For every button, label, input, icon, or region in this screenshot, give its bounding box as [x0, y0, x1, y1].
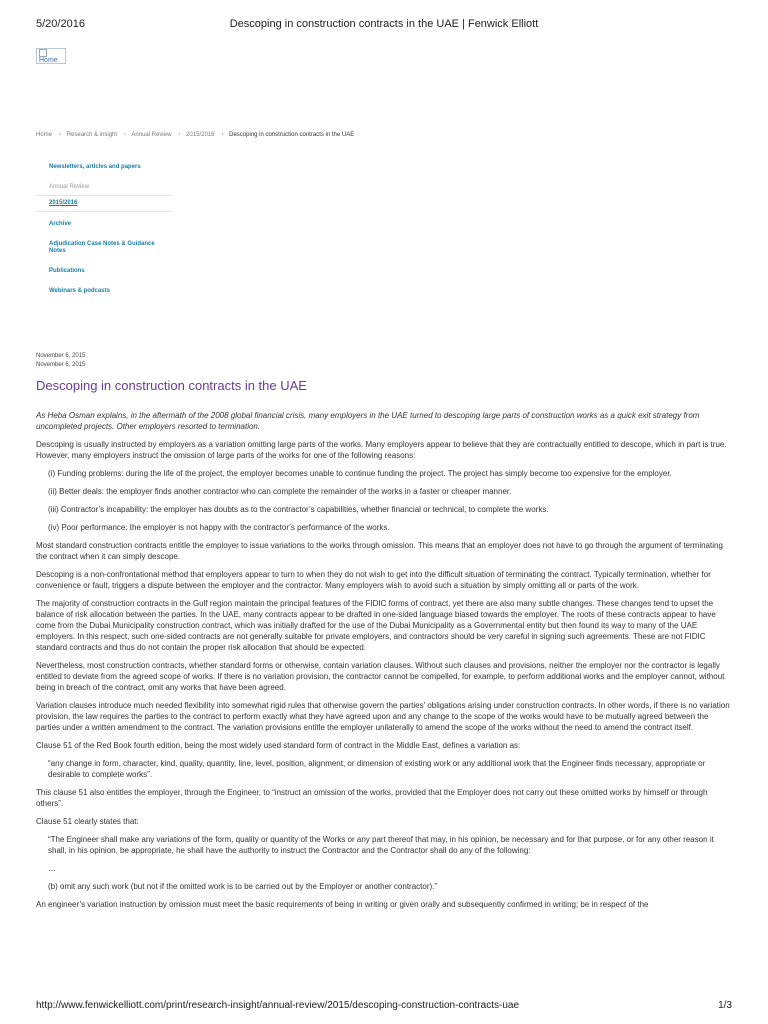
- print-url: http://www.fenwickelliott.com/print/research-insight/annual-review/2015/descoping-construction-contracts-uae: [36, 1000, 520, 1011]
- article-paragraph: Clause 51 clearly states that:: [36, 817, 139, 826]
- subnav-2015-2016[interactable]: 2015/2016: [49, 200, 78, 206]
- print-date: 5/20/2016: [36, 18, 85, 30]
- subnav-publications[interactable]: Publications: [49, 268, 85, 274]
- subnav-archive[interactable]: Archive: [49, 221, 72, 227]
- article-intro: As Heba Osman explains, in the aftermath of the 2008 global financial crisis, many employers in the UAE turned to descoping large parts of construction works as a quick exit strategy from uncompleted projects. Other employers resorted to termination.: [36, 411, 700, 431]
- subnav-webinars[interactable]: Webinars & podcasts: [49, 288, 110, 294]
- print-page-title: Descoping in construction contracts in the UAE | Fenwick Elliott: [229, 18, 539, 30]
- article-paragraph: Clause 51 of the Red Book fourth edition, being the most widely used standard form of contract in the Middle East, defines a variation as:: [36, 741, 521, 750]
- breadcrumb-year[interactable]: 2015/2016: [186, 132, 215, 138]
- article-paragraph: Nevertheless, most construction contracts, whether standard forms or otherwise, contain variation clauses. Without such clauses and provisions, neither the employer nor the contractor is legally entitled to deviate from the agreed scope of works. If there is no variation provision, the contractor cannot be compelled, for example, to perform additional works and the employer cannot, without being in breach of the contract, omit any works that have been agreed.: [36, 661, 725, 692]
- page-number: 1/3: [718, 1000, 732, 1011]
- article-paragraph: An engineer’s variation instruction by omission must meet the basic requirements of being in writing or given orally and subsequently confirmed in writing; be in respect of the: [36, 900, 649, 909]
- broken-image-icon: [39, 49, 47, 57]
- reason-list-item: (i) Funding problems: during the life of the project, the employer becomes unable to continue funding the project. The project has simply become too expensive for the employer.: [48, 469, 672, 478]
- publish-date: November 6, 2015: [36, 353, 86, 359]
- article-paragraph: The majority of construction contracts in the Gulf region maintain the principal features of the FIDIC forms of contract, yet there are also many subtle changes. These changes tend to upset the balance of risk allocation between the parties. In the UAE, many contracts appear to be drafted in one-sided language biased towards the employer. The roots of these contracts appear to have come from the Dubai Municipality construction contract, which was initially drafted for the use of the Dubai Municipality as a Governmental entity but then found its way to many of the UAE employers. In this respect, such one-sided contracts are not generally suitable for private employers, and contractors should be very careful in signing such agreements. These are not FIDIC standard contracts and thus do not contain the proper risk allocation that should be expected.: [36, 599, 716, 652]
- chevron-right-icon: ›: [221, 132, 224, 138]
- breadcrumb-home[interactable]: Home: [36, 132, 53, 138]
- block-quote: “any change in form, character, kind, quality, quantity, line, level, position, alignment, or dimension of existing work or any additional work that the Engineer finds necessary, appropriate or desirable to complete works”.: [48, 759, 706, 779]
- article-paragraph: Descoping is a non-confrontational method that employers appear to turn to when they do not wish to get into the difficult situation of terminating the contract. Typically termination, whether for convenience or fault, triggers a dispute between the employer and the contractor. Many employers wish to avoid such a situation by simply omitting all or parts of the work.: [36, 570, 711, 590]
- chevron-right-icon: ›: [59, 132, 62, 138]
- breadcrumb: [36, 132, 357, 138]
- publish-date: November 6, 2015: [36, 362, 86, 368]
- chevron-right-icon: ›: [124, 132, 127, 138]
- subnav-annual-review[interactable]: Annual Review: [49, 184, 90, 190]
- article-body: [36, 410, 734, 917]
- breadcrumb-research[interactable]: Research & insight: [66, 132, 118, 138]
- logo-alt-text: Home: [39, 57, 58, 64]
- article-title: Descoping in construction contracts in the UAE: [36, 378, 307, 393]
- subnav-adjudication[interactable]: Adjudication Case Notes & Guidance Notes: [49, 241, 155, 254]
- reason-list-item: (iv) Poor performance: the employer is not happy with the contractor’s performance of the works.: [48, 523, 390, 532]
- breadcrumb-annual-review[interactable]: Annual Review: [131, 132, 172, 138]
- block-quote: (b) omit any such work (but not if the omitted work is to be carried out by the Employer or another contractor).”: [48, 882, 438, 891]
- home-logo-link[interactable]: [36, 48, 66, 64]
- publish-dates: [36, 352, 85, 370]
- article-paragraph: Descoping is usually instructed by employers as a variation omitting large parts of the works. Many employers appear to believe that they are contractually entitled to descope, which in part is true. However, many employers instruct the omission of large parts of the works for one of the following reasons:: [36, 440, 727, 460]
- print-header: [36, 18, 732, 32]
- article-paragraph: This clause 51 also entitles the employer, through the Engineer, to “instruct an omission of the works, provided that the Employer does not carry out these omitted works by himself or through others”.: [36, 788, 708, 808]
- subnav-newsletters[interactable]: Newsletters, articles and papers: [49, 164, 141, 170]
- article-paragraph: Variation clauses introduce much needed flexibility into somewhat rigid rules that otherwise govern the parties’ obligations arising under construction contracts. In other words, if there is no variation provision, the law requires the parties to the contract to perform exactly what they have agreed upon and any change to the scope of the works would have to be mutually agreed between the parties under a written amendment to the contract. The variation provisions entitle the employer unilaterally to amend the scope of the works without the need to amend the contract itself.: [36, 701, 730, 732]
- breadcrumb-current: Descoping in construction contracts in the UAE: [229, 132, 355, 138]
- print-footer: [36, 1000, 732, 1014]
- chevron-right-icon: ›: [178, 132, 181, 138]
- block-quote-ellipsis: …: [48, 864, 56, 873]
- reason-list-item: (ii) Better deals: the employer finds another contractor who can complete the remainder of the works in a faster or cheaper manner.: [48, 487, 512, 496]
- section-subnav: [36, 160, 172, 299]
- article-paragraph: Most standard construction contracts entitle the employer to issue variations to the works through omission. This means that an employer does not have to go through the argument of terminating the contract when it can simply descope.: [36, 541, 723, 561]
- reason-list-item: (iii) Contractor’s incapability: the employer has doubts as to the contractor’s capabilities, whether financial or technical, to complete the works.: [48, 505, 549, 514]
- block-quote: “The Engineer shall make any variations of the form, quality or quantity of the Works or any part thereof that may, in his opinion, be necessary and for that purpose, or for any other reason it shall, in his opinion, be appropriate, he shall have the authority to instruct the Contractor and the Contractor shall do any of the following:: [48, 835, 714, 855]
